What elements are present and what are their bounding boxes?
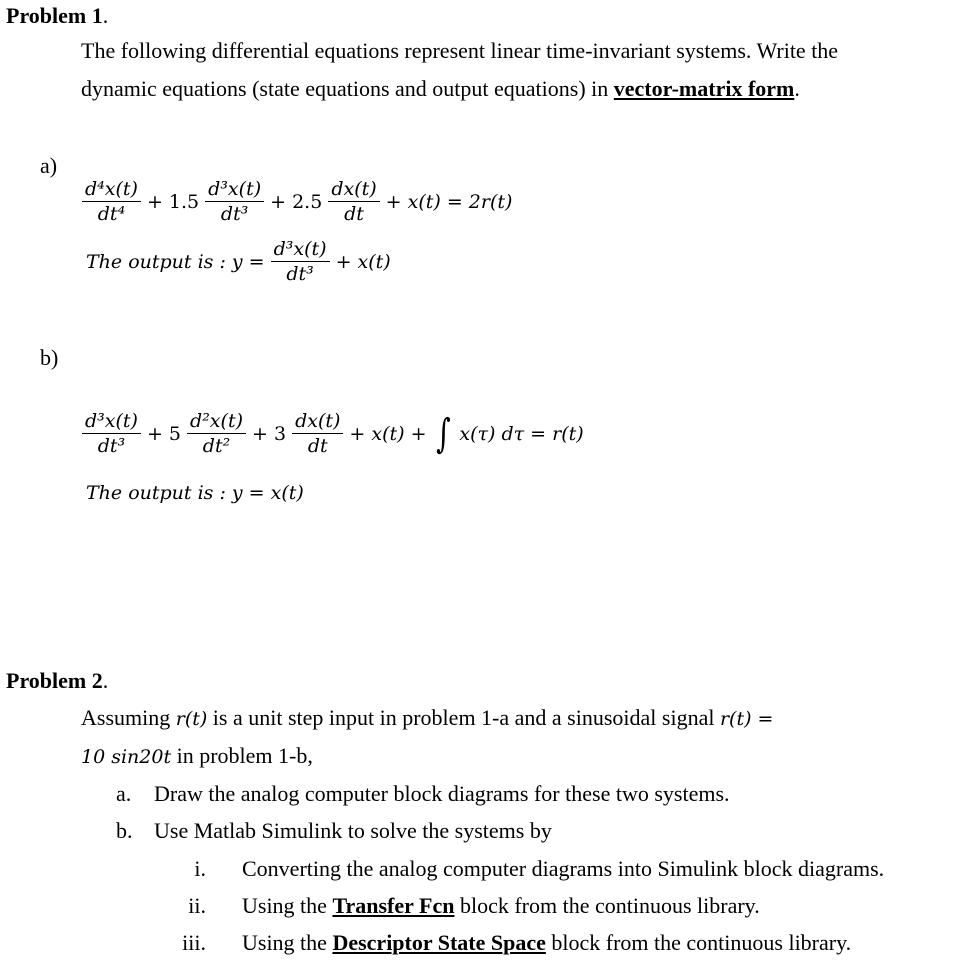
problem1-title: Problem 1. [6, 3, 109, 28]
part-a-label: a) [40, 153, 58, 178]
problem1-intro-line1: The following differential equations represent linear time-invariant systems. Write the [81, 38, 839, 63]
part-b-label: b) [40, 345, 59, 370]
sub-item-ii: ii. Using the Transfer Fcn block from the continuous library. [188, 893, 760, 918]
sub-item-iii: iii. Using the Descriptor State Space block from the continuous library. [182, 930, 852, 955]
problem2-line2: 10 sin20t in problem 1-b, [81, 743, 313, 768]
part-b-equation: $\frac{\text{d³x(t)}}{\text{dt³}}$ + 5 $\frac{\text{d²x(t)}}{\text{dt²}}$ + 3 $\frac{dx(t)}{dt}$ + x(t) + ∫ x(τ) dτ = r(t) [80, 410, 584, 457]
fraction: $\frac{\text{d³x(t)}}{\text{dt³}}$ [205, 178, 264, 225]
transfer-fcn-emphasis: Transfer Fcn [332, 893, 455, 918]
fraction: $\frac{\text{d³x(t)}}{\text{dt³}}$ [271, 238, 330, 285]
list-item-a: a. Draw the analog computer block diagrams for these two systems. [116, 781, 730, 806]
descriptor-state-space-emphasis: Descriptor State Space [332, 930, 546, 955]
part-b-output-equation: The output is : y = x(t) [86, 482, 304, 504]
sub-item-i: i. Converting the analog computer diagrams into Simulink block diagrams. [194, 856, 885, 881]
fraction: $\frac{dx(t)}{dt}$ [328, 178, 379, 225]
problem1-intro-line2: dynamic equations (state equations and output equations) in vector-matrix form. [81, 76, 800, 101]
fraction: $\frac{dx(t)}{dt}$ [292, 410, 343, 457]
problem2-title: Problem 2. [6, 668, 109, 693]
fraction: $\frac{\text{d³x(t)}}{\text{dt³}}$ [82, 410, 141, 457]
fraction: $\frac{\text{d⁴x(t)}}{\text{dt⁴}}$ [82, 178, 141, 225]
part-a-equation: $\frac{\text{d⁴x(t)}}{\text{dt⁴}}$ + 1.5 $\frac{\text{d³x(t)}}{\text{dt³}}$ + 2.5 $\frac{dx(t)}{dt}$ + x(t) = 2r(t) [80, 178, 512, 225]
list-item-b: b. Use Matlab Simulink to solve the systems by [116, 818, 552, 843]
part-a-output-equation: The output is : y = $\frac{\text{d³x(t)}}{\text{dt³}}$ + x(t) [86, 238, 391, 285]
problem2-line1: Assuming r(t) is a unit step input in problem 1-a and a sinusoidal signal r(t) = [81, 705, 774, 730]
fraction: $\frac{\text{d²x(t)}}{\text{dt²}}$ [187, 410, 246, 457]
integral-sign: ∫ [435, 410, 451, 457]
vector-matrix-form-emphasis: vector-matrix form [613, 76, 795, 101]
